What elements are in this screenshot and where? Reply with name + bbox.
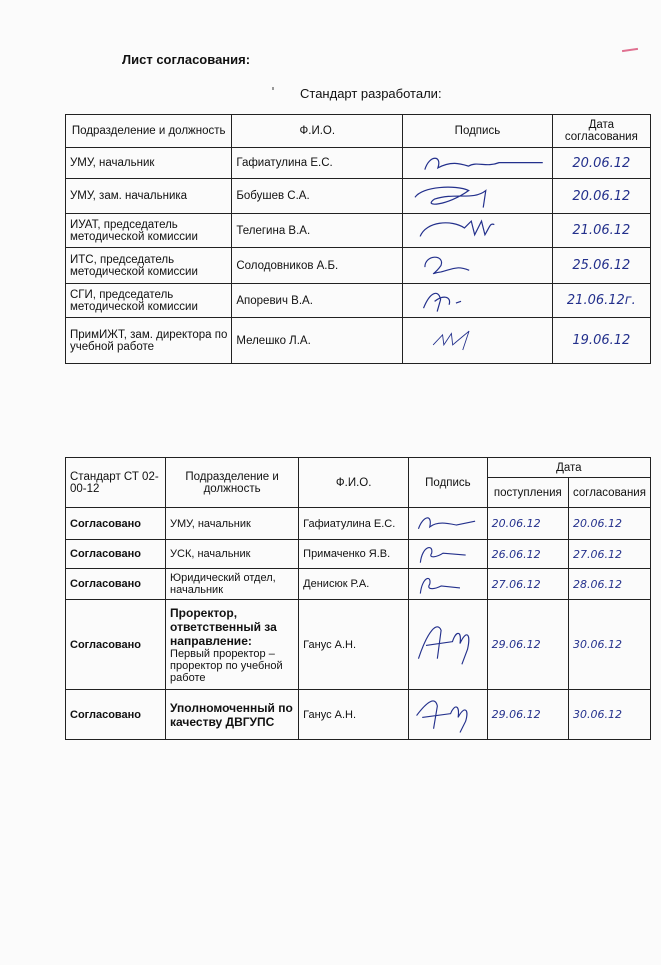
col-header-name: Ф.И.О.: [299, 458, 409, 508]
cell-dept: СГИ, председатель методической комиссии: [66, 284, 232, 318]
signature-image: [409, 569, 486, 598]
col-header-received: поступления: [487, 478, 568, 508]
cell-status: Согласовано: [66, 508, 166, 540]
cell-name: Гафиатулина Е.С.: [232, 148, 403, 179]
cell-status: Согласовано: [66, 540, 166, 569]
cell-name: Мелешко Л.А.: [232, 318, 403, 364]
page-subtitle: Стандарт разработали:: [300, 86, 442, 101]
col-header-date: Дата: [487, 458, 650, 478]
cell-dept: Уполномоченный по качеству ДВГУПС: [166, 690, 299, 740]
signature-image: [409, 602, 486, 687]
cell-date: 25.06.12: [552, 248, 650, 284]
signature-image: [403, 286, 552, 315]
cell-date: 21.06.12г.: [552, 284, 650, 318]
table-header: [66, 115, 651, 148]
cell-status: Согласовано: [66, 600, 166, 690]
cell-status: Согласовано: [66, 569, 166, 600]
cell-name: Примаченко Я.В.: [299, 540, 409, 569]
table-row: [66, 148, 651, 179]
cell-date: 21.06.12: [552, 214, 650, 248]
cell-name: Гафиатулина Е.С.: [299, 508, 409, 540]
red-pen-mark: [622, 48, 638, 52]
page-title: Лист согласования:: [122, 52, 251, 67]
dept-detail: Первый проректор – проректор по учебной работе: [170, 647, 283, 684]
col-header-approved: согласования: [568, 478, 650, 508]
signature-cell: [409, 600, 487, 690]
cell-name: Апоревич В.А.: [232, 284, 403, 318]
signature-image: [403, 251, 552, 280]
col-header-date: Дата согласования: [552, 115, 650, 148]
signature-cell: [403, 284, 553, 318]
col-header-signature: Подпись: [409, 458, 487, 508]
signature-image: [403, 216, 552, 245]
table-row: [66, 540, 651, 569]
cell-dept: УМУ, начальник: [66, 148, 232, 179]
cell-dept: [166, 600, 299, 690]
cell-name: Ганус А.Н.: [299, 690, 409, 740]
signature-cell: [403, 248, 553, 284]
cell-received: 27.06.12: [487, 569, 568, 600]
table-row: [66, 248, 651, 284]
cell-name: Телегина В.А.: [232, 214, 403, 248]
table-row: [66, 600, 651, 690]
cell-date: 19.06.12: [552, 318, 650, 364]
signature-image: [409, 691, 486, 738]
cell-approved: 30.06.12: [568, 690, 650, 740]
col-header-dept: Подразделение и должность: [166, 458, 299, 508]
cell-dept: УСК, начальник: [166, 540, 299, 569]
cell-received: 29.06.12: [487, 690, 568, 740]
signature-cell: [403, 214, 553, 248]
cell-name: Бобушев С.А.: [232, 179, 403, 214]
cell-approved: 20.06.12: [568, 508, 650, 540]
speck: [272, 87, 274, 90]
signature-image: [409, 508, 486, 538]
col-header-standard: Стандарт СТ 02-00-12: [66, 458, 166, 508]
cell-dept: Юридический отдел, начальник: [166, 569, 299, 600]
cell-approved: 30.06.12: [568, 600, 650, 690]
table-row: [66, 508, 651, 540]
cell-received: 26.06.12: [487, 540, 568, 569]
signature-cell: [409, 540, 487, 569]
table-header: [66, 458, 651, 478]
developers-table: [65, 114, 651, 364]
col-header-dept: Подразделение и должность: [66, 115, 232, 148]
cell-dept: УМУ, начальник: [166, 508, 299, 540]
cell-name: Солодовников А.Б.: [232, 248, 403, 284]
cell-date: 20.06.12: [552, 179, 650, 214]
col-header-signature: Подпись: [403, 115, 553, 148]
cell-dept: УМУ, зам. начальника: [66, 179, 232, 214]
cell-date: 20.06.12: [552, 148, 650, 179]
signature-cell: [403, 318, 553, 364]
col-header-name: Ф.И.О.: [232, 115, 403, 148]
table-row: [66, 318, 651, 364]
table-row: [66, 569, 651, 600]
signature-image: [403, 326, 552, 355]
signature-cell: [409, 690, 487, 740]
cell-approved: 28.06.12: [568, 569, 650, 600]
cell-name: Денисюк Р.А.: [299, 569, 409, 600]
signature-cell: [403, 179, 553, 214]
cell-received: 29.06.12: [487, 600, 568, 690]
cell-name: Ганус А.Н.: [299, 600, 409, 690]
table-row: [66, 690, 651, 740]
signature-image: [403, 149, 552, 178]
cell-approved: 27.06.12: [568, 540, 650, 569]
cell-received: 20.06.12: [487, 508, 568, 540]
approval-table: [65, 457, 651, 740]
table-row: [66, 214, 651, 248]
table-row: [66, 284, 651, 318]
table-row: [66, 179, 651, 214]
signature-cell: [409, 508, 487, 540]
cell-dept: ИУАТ, председатель методической комиссии: [66, 214, 232, 248]
signature-image: [409, 540, 486, 567]
signature-cell: [409, 569, 487, 600]
signature-cell: [403, 148, 553, 179]
cell-dept: ПримИЖТ, зам. директора по учебной работе: [66, 318, 232, 364]
cell-status: Согласовано: [66, 690, 166, 740]
dept-heading: Проректор, ответственный за направление:: [170, 605, 277, 648]
cell-dept: ИТС, председатель методической комиссии: [66, 248, 232, 284]
signature-image: [403, 182, 552, 211]
